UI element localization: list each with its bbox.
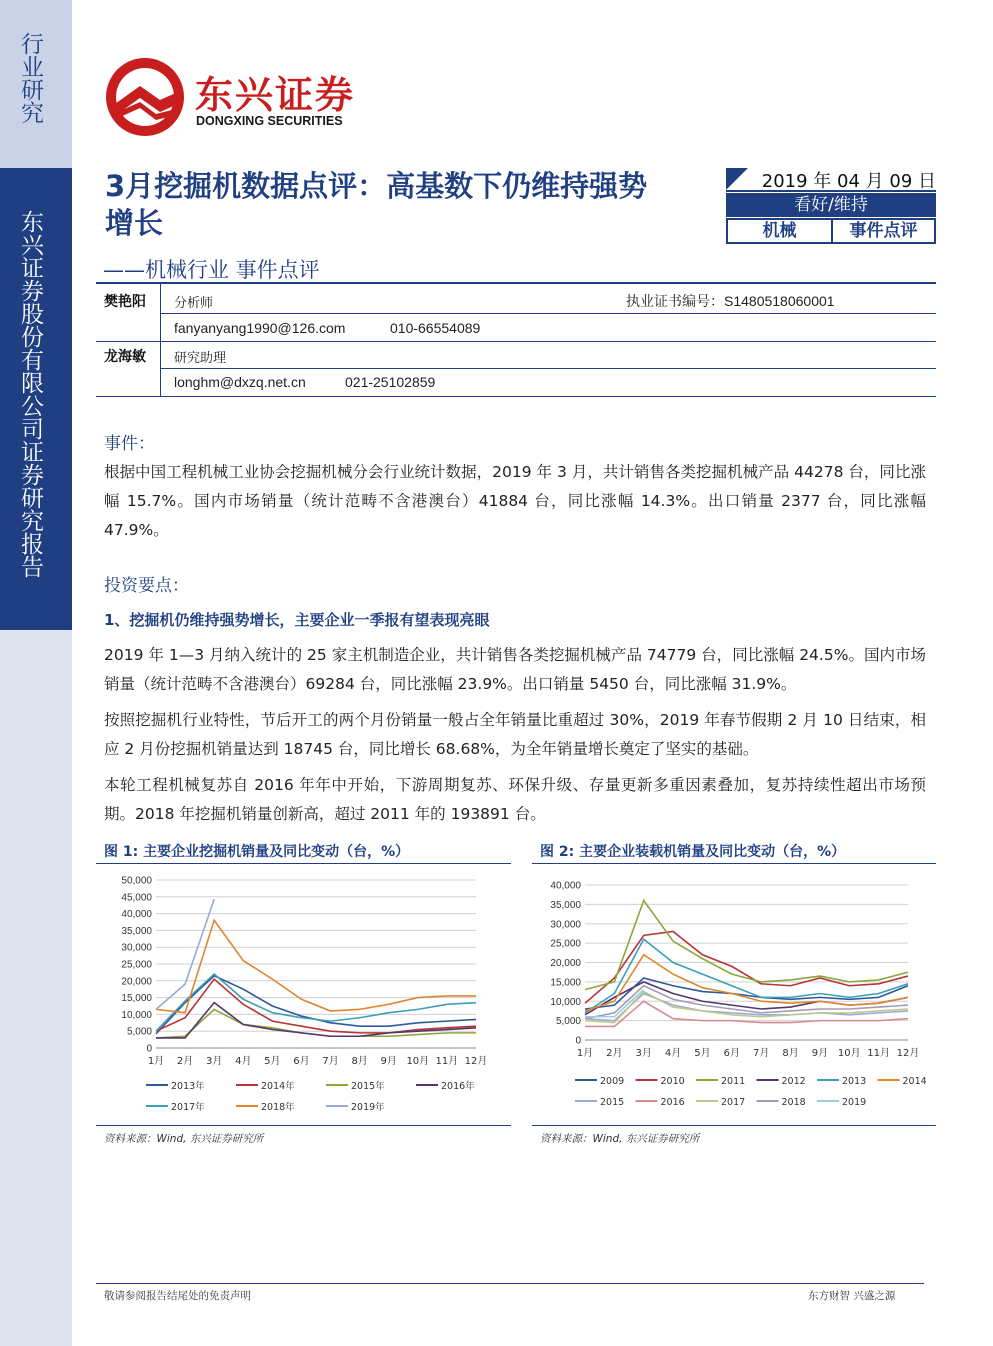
legend-label: 2014: [902, 1076, 927, 1087]
y-tick-label: 25,000: [550, 938, 581, 950]
assistant-email[interactable]: longhm@dxzq.net.cn: [174, 374, 306, 390]
figure-1-source: 资料来源：Wind, 东兴证券研究所: [104, 1133, 264, 1145]
legend-label: 2012: [781, 1076, 806, 1087]
x-tick-label: 4月: [664, 1048, 682, 1059]
assistant-phone: 021-25102859: [345, 374, 436, 390]
footer-rule: [96, 1283, 924, 1284]
y-tick-label: 0: [575, 1035, 581, 1047]
row-divider: [160, 313, 936, 314]
y-tick-label: 20,000: [121, 976, 152, 988]
y-tick-label: 5,000: [555, 1016, 581, 1028]
y-tick-label: 10,000: [121, 1009, 152, 1021]
analyst-email[interactable]: fanyanyang1990@126.com: [174, 320, 346, 336]
investment-paragraph-2: 按照挖掘机行业特性，节后开工的两个月份销量一般占全年销量比重超过 30%，2019 年春节假期 2 月 10 日结束，相应 2 月份挖掘机销量达到 18745 台，同比增长 68.68%，为全年销量增长奠定了坚实的基础。: [104, 711, 926, 758]
series-line-2019年: [156, 899, 214, 1009]
y-tick-label: 0: [146, 1043, 152, 1055]
y-tick-label: 40,000: [121, 909, 152, 921]
sidebar-company-label: 东兴证券股份有限公司证券研究报告: [17, 210, 43, 578]
y-tick-label: 45,000: [121, 892, 152, 904]
y-tick-label: 30,000: [121, 942, 152, 954]
legend-label: 2009: [600, 1076, 625, 1087]
x-tick-label: 9月: [380, 1056, 397, 1067]
legend-label: 2013: [842, 1076, 867, 1087]
legend-label: 2015年: [351, 1081, 385, 1092]
loader-sales-chart: [540, 868, 930, 1120]
figure-2-title: 图 2: 主要企业装载机销量及同比变动（台，%）: [540, 844, 846, 860]
analyst-cert: 执业证书编号：S1480518060001: [626, 293, 835, 309]
x-tick-label: 1月: [147, 1056, 165, 1067]
event-paragraph: 根据中国工程机械工业协会挖掘机械分会行业统计数据，2019 年 3 月，共计销售各类挖掘机械产品 44278 台，同比涨幅 15.7%。国内市场销量（统计范畴不含港澳台）41884 台，同比涨幅 14.3%。出口销量 2377 台，同比涨幅 47.9%。: [104, 463, 926, 539]
logo-text-en: DONGXING SECURITIES: [196, 114, 343, 128]
report-type-tag: 事件点评: [849, 221, 918, 241]
figure-2-top-rule: [532, 863, 936, 864]
y-tick-label: 35,000: [121, 925, 152, 937]
x-tick-label: 5月: [694, 1048, 711, 1059]
legend-label: 2013年: [171, 1081, 205, 1092]
investment-paragraph-3: 本轮工程机械复苏自 2016 年年中开始，下游周期复苏、环保升级、存量更新多重因素叠加，复苏持续性超出市场预期。2018 年挖掘机销量创新高，超过 2011 年的 193891 台。: [104, 776, 926, 823]
analyst-phone: 010-66554089: [390, 320, 481, 336]
analyst-name: 樊艳阳: [104, 294, 146, 310]
report-title: 3月挖掘机数据点评：高基数下仍维持强势增长: [105, 169, 648, 240]
logo-text-cn: 东兴证券: [195, 73, 356, 117]
y-tick-label: 15,000: [550, 977, 581, 989]
column-divider: [160, 282, 161, 397]
x-tick-label: 4月: [235, 1056, 252, 1067]
investment-point-1: 1、挖掘机仍维持强势增长，主要企业一季报有望表现亮眼: [104, 611, 490, 629]
y-tick-label: 40,000: [550, 880, 581, 892]
x-tick-label: 3月: [205, 1056, 223, 1067]
report-subtitle: ——机械行业 事件点评: [103, 258, 320, 282]
x-tick-label: 9月: [811, 1048, 829, 1059]
y-tick-label: 20,000: [550, 958, 581, 969]
y-tick-label: 5,000: [126, 1026, 152, 1038]
rating-badge: 看好/维持: [726, 193, 936, 217]
legend-label: 2010: [660, 1076, 685, 1087]
row-divider: [96, 341, 936, 342]
x-tick-label: 11月: [435, 1056, 459, 1067]
analyst-bottom-rule: [96, 396, 936, 397]
analyst-top-rule: [96, 282, 936, 284]
investment-heading: 投资要点：: [104, 576, 189, 596]
x-tick-label: 3月: [635, 1048, 652, 1059]
x-tick-label: 2月: [176, 1056, 194, 1067]
report-tags: [726, 218, 936, 244]
y-tick-label: 30,000: [550, 919, 581, 931]
x-tick-label: 7月: [752, 1048, 770, 1059]
legend-label: 2016年: [441, 1081, 475, 1092]
report-date-row: [726, 166, 936, 192]
legend-label: 2014年: [261, 1081, 295, 1092]
figure-1-bottom-rule: [96, 1125, 511, 1126]
figure-1-top-rule: [96, 863, 511, 864]
footer-disclaimer[interactable]: 敬请参阅报告结尾处的免责声明: [104, 1290, 251, 1302]
report-date: 2019 年 04 月 09 日: [761, 171, 936, 192]
x-tick-label: 5月: [264, 1056, 281, 1067]
x-tick-label: 10月: [406, 1056, 430, 1067]
x-tick-label: 2月: [606, 1048, 623, 1059]
assistant-role: 研究助理: [174, 351, 227, 366]
legend-label: 2017: [721, 1097, 746, 1108]
event-heading: 事件：: [104, 434, 155, 454]
x-tick-label: 1月: [576, 1048, 594, 1059]
y-tick-label: 25,000: [121, 959, 152, 971]
figure-2-bottom-rule: [532, 1125, 936, 1126]
row-divider: [160, 368, 936, 369]
investment-paragraph-1: 2019 年 1—3 月纳入统计的 25 家主机制造企业，共计销售各类挖掘机械产品 74779 台，同比涨幅 24.5%。国内市场销量（统计范畴不含港澳台）69284 台，同比涨幅 23.9%。出口销量 5450 台，同比涨幅 31.9%。: [104, 646, 926, 693]
series-line-2011: [585, 901, 908, 990]
excavator-sales-chart: [104, 868, 504, 1120]
industry-tag: 机械: [728, 220, 833, 242]
x-tick-label: 12月: [464, 1056, 488, 1067]
series-line-2010: [585, 932, 908, 1004]
assistant-name: 龙海敏: [104, 349, 146, 365]
sidebar-bottom-band: [0, 630, 72, 1346]
figure-2-source: 资料来源：Wind, 东兴证券研究所: [540, 1133, 700, 1145]
x-tick-label: 7月: [322, 1056, 339, 1067]
y-tick-label: 35,000: [550, 899, 581, 911]
footer-slogan: 东方财智 兴盛之源: [808, 1290, 896, 1302]
y-tick-label: 50,000: [121, 875, 152, 887]
analyst-role: 分析师: [174, 296, 214, 311]
figure-1-title: 图 1: 主要企业挖掘机销量及同比变动（台，%）: [104, 844, 410, 860]
y-tick-label: 15,000: [121, 993, 152, 1005]
x-tick-label: 6月: [293, 1056, 310, 1067]
sidebar-report-category: 行业研究: [17, 32, 43, 124]
date-marker-icon: [726, 168, 748, 190]
legend-label: 2019年: [351, 1102, 385, 1113]
legend-label: 2018年: [261, 1102, 295, 1113]
x-tick-label: 12月: [896, 1048, 920, 1059]
x-tick-label: 11月: [867, 1048, 891, 1059]
x-tick-label: 10月: [837, 1048, 861, 1059]
legend-label: 2015: [600, 1097, 625, 1108]
legend-label: 2017年: [171, 1102, 205, 1113]
x-tick-label: 8月: [351, 1056, 368, 1067]
series-line-2015年: [156, 1009, 476, 1038]
legend-label: 2011: [721, 1076, 746, 1087]
x-tick-label: 6月: [723, 1048, 741, 1059]
legend-label: 2019: [842, 1097, 867, 1108]
series-line-2018年: [156, 920, 476, 1012]
dongxing-logo-icon: [104, 56, 186, 138]
legend-label: 2018: [781, 1097, 806, 1108]
legend-label: 2016: [660, 1097, 685, 1108]
y-tick-label: 10,000: [550, 996, 581, 1008]
x-tick-label: 8月: [782, 1048, 799, 1059]
